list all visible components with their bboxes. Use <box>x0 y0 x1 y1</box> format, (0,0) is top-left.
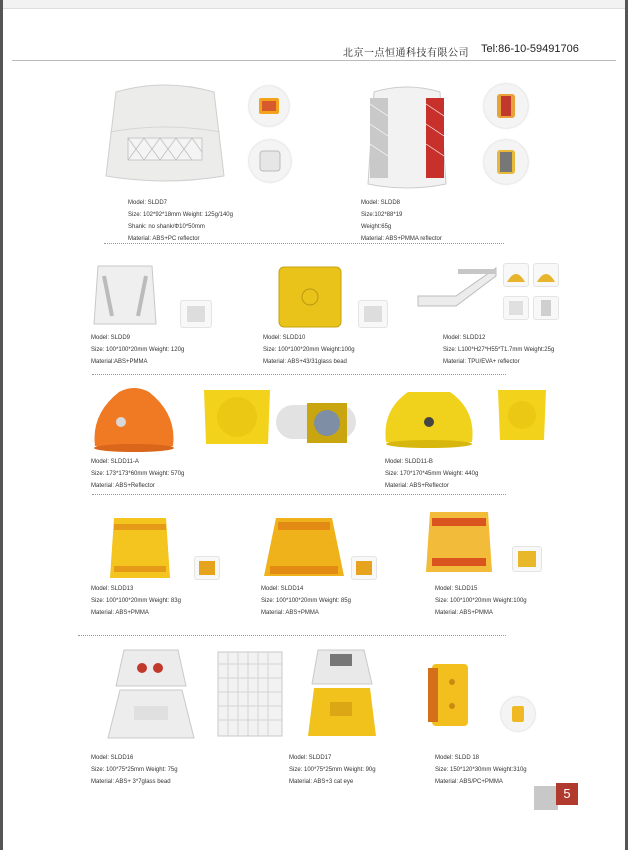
sldd11b-model: Model: SLDD11-B <box>385 459 433 465</box>
page-number: 5 <box>556 783 578 805</box>
sldd9-spec-line: Material:ABS+PMMA <box>91 359 148 365</box>
sldd16-spec-line: Size: 100*75*25mm Weight: 75g <box>91 767 178 773</box>
company-telephone: Tel:86-10-59491706 <box>481 43 579 55</box>
sldd11b-product-image <box>382 386 476 448</box>
sldd17-spec-line: Material: ABS+3 cat eye <box>289 779 354 785</box>
sldd11b-spec-line: Size: 170*170*45mm Weight: 440g <box>385 471 479 477</box>
sldd14-spec-line: Material: ABS+PMMA <box>261 610 319 616</box>
sldd8-model: Model: SLDD8 <box>361 200 401 206</box>
sldd7-model: Model: SLDD7 <box>128 200 168 206</box>
sldd9-model: Model: SLDD9 <box>91 335 131 341</box>
sldd10-spec <box>263 332 355 368</box>
section-divider <box>104 243 504 244</box>
sldd12-thumb-yellow-1 <box>503 263 529 287</box>
sldd9-thumb <box>180 300 212 328</box>
sldd14-spec-line: Size: 100*100*20mm Weight: 85g <box>261 598 351 604</box>
sldd11b-top-view-image <box>492 386 552 444</box>
sldd9-product-image <box>92 262 158 328</box>
sldd15-model: Model: SLDD15 <box>435 586 478 592</box>
section-divider <box>78 635 506 636</box>
sldd12-model: Model: SLDD12 <box>443 335 486 341</box>
sldd7-spec-line: Shank: no shank/Φ10*50mm <box>128 224 205 230</box>
sldd11a-top-view-image <box>198 384 276 450</box>
sldd18-model: Model: SLDD 18 <box>435 755 480 761</box>
sldd12-spec-line: Material: TPU/EVA+ reflector <box>443 359 520 365</box>
sldd7-thumb-white <box>249 140 291 182</box>
sldd7-spec <box>128 197 233 245</box>
sldd11a-product-image <box>89 384 179 454</box>
sldd7-product-image <box>104 82 226 186</box>
sldd16-product-image <box>106 646 196 742</box>
sldd8-spec-line: Size:102*88*19 <box>361 212 403 218</box>
sldd8-thumb-red <box>484 84 528 128</box>
sldd12-spec-line: Size: L100*H27*H55*T1.7mm Weight:25g <box>443 347 555 353</box>
sldd10-spec-line: Material: ABS+43/31glass bead <box>263 359 347 365</box>
sldd17-model: Model: SLDD17 <box>289 755 332 761</box>
sldd13-spec <box>91 583 181 619</box>
reflector-closeup-image <box>306 402 348 444</box>
sldd7-thumb-orange <box>249 86 289 126</box>
sldd11a-spec <box>91 456 184 492</box>
sldd18-product-image <box>426 662 472 728</box>
sldd8-thumb-grey <box>484 140 528 184</box>
sldd15-spec-line: Size: 100*100*20mm Weight:100g <box>435 598 527 604</box>
sldd8-spec <box>361 197 442 245</box>
sldd18-spec <box>435 752 527 788</box>
sldd10-thumb <box>358 300 388 328</box>
company-name: 北京一点恒通科技有限公司 <box>343 48 469 59</box>
sldd13-thumb <box>194 556 220 580</box>
sldd18-spec-line: Material: ABS/PC+PMMA <box>435 779 503 785</box>
sldd12-product-image <box>416 266 498 310</box>
sldd12-thumb-white-1 <box>503 296 529 320</box>
sldd11a-spec-line: Size: 173*173*60mm Weight: 570g <box>91 471 185 477</box>
page-left-border <box>0 0 3 850</box>
sldd13-spec-line: Size: 100*100*20mm Weight: 83g <box>91 598 181 604</box>
sldd15-spec-line: Material: ABS+PMMA <box>435 610 493 616</box>
sldd14-model: Model: SLDD14 <box>261 586 304 592</box>
sldd17-spec-line: Size: 100*75*25mm Weight: 90g <box>289 767 376 773</box>
sldd18-spec-line: Size: 150*120*30mm Weight:310g <box>435 767 527 773</box>
header-divider <box>12 60 616 61</box>
sldd14-thumb <box>351 556 377 580</box>
sldd15-product-image <box>424 510 494 574</box>
sldd16-spec-line: Material: ABS+ 3*7glass bead <box>91 779 171 785</box>
sldd8-spec-line: Weight:65g <box>361 224 392 230</box>
sldd8-spec-line: Material: ABS+PMMA reflector <box>361 236 442 242</box>
sldd16-spec <box>91 752 178 788</box>
sldd16-model: Model: SLDD16 <box>91 755 134 761</box>
page-top-edge <box>0 0 628 9</box>
sldd12-thumb-yellow-2 <box>533 263 559 287</box>
sldd14-spec <box>261 583 351 619</box>
sldd16-back-view-image <box>216 650 284 738</box>
sldd9-spec-line: Size: 100*100*20mm Weight: 120g <box>91 347 185 353</box>
sldd13-model: Model: SLDD13 <box>91 586 134 592</box>
page-number-shadow <box>534 786 558 810</box>
sldd10-product-image <box>276 264 344 330</box>
sldd8-product-image <box>366 84 448 192</box>
section-divider <box>92 374 506 375</box>
sldd14-product-image <box>262 514 346 580</box>
sldd18-thumb <box>501 697 535 731</box>
sldd7-spec-line: Material: ABS+PC reflector <box>128 236 200 242</box>
sldd11b-spec <box>385 456 478 492</box>
sldd11a-spec-line: Material: ABS+Reflector <box>91 483 155 489</box>
sldd15-thumb <box>512 546 542 572</box>
sldd13-product-image <box>108 516 172 580</box>
sldd17-product-image <box>306 646 378 738</box>
sldd9-spec <box>91 332 184 368</box>
sldd12-thumb-white-2 <box>533 296 559 320</box>
sldd12-spec <box>443 332 554 368</box>
section-divider <box>92 494 506 495</box>
sldd17-spec <box>289 752 376 788</box>
sldd10-spec-line: Size: 100*100*20mm Weight:100g <box>263 347 355 353</box>
sldd13-spec-line: Material: ABS+PMMA <box>91 610 149 616</box>
sldd11b-spec-line: Material: ABS+Reflector <box>385 483 449 489</box>
sldd10-model: Model: SLDD10 <box>263 335 306 341</box>
sldd15-spec <box>435 583 527 619</box>
sldd11a-model: Model: SLDD11-A <box>91 459 139 465</box>
sldd7-spec-line: Size: 102*92*18mm Weight: 125g/140g <box>128 212 233 218</box>
